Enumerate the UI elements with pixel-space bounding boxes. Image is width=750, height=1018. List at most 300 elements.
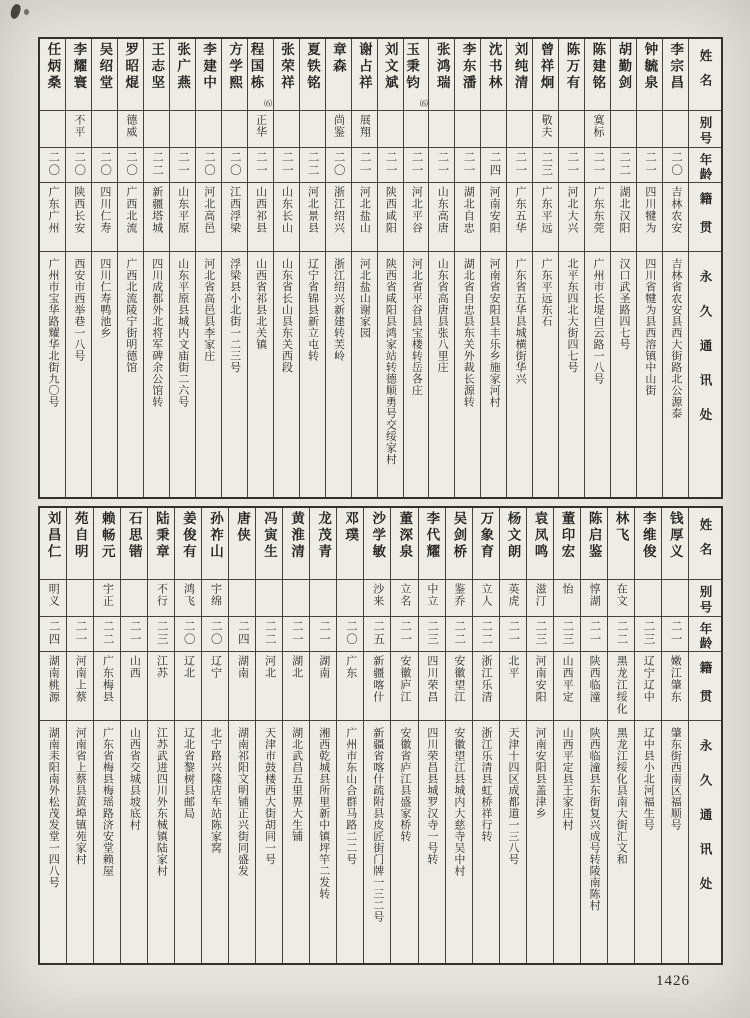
person-name-cell	[364, 508, 390, 580]
person-native-place: 安徽庐江	[398, 655, 411, 703]
header-column	[688, 508, 721, 963]
person-native-place: 江苏	[155, 655, 168, 679]
person-native-place: 山西平定	[561, 655, 574, 703]
person-alias-cell	[352, 111, 377, 148]
person-native-cell	[170, 183, 195, 252]
person-native-place: 湖北	[290, 655, 303, 679]
person-alias: 滋汀	[534, 583, 547, 607]
person-address: 浙江绍兴新建转芙岭	[332, 258, 345, 362]
person-address-cell	[635, 721, 661, 963]
person-native-place: 广东平远	[540, 186, 553, 234]
person-alias-cell	[202, 580, 228, 617]
person-address-cell	[500, 721, 526, 963]
person-alias: 寞标	[591, 114, 604, 138]
person-age-cell	[581, 617, 607, 652]
person-name: 任炳桑	[45, 42, 61, 92]
person-age-cell	[196, 148, 221, 183]
person-native-place: 四川犍为	[643, 186, 656, 234]
person-address-cell	[229, 721, 255, 963]
person-name-cell	[256, 508, 282, 580]
person-name-cell	[581, 508, 607, 580]
person-name: 姜俊有	[180, 511, 196, 561]
person-age-cell	[662, 617, 688, 652]
person-name: 李建中	[201, 42, 217, 92]
person-address: 河北盐山谢家园	[358, 258, 371, 339]
person-name-cell	[585, 39, 610, 111]
person-alias: 尚鉴	[332, 114, 345, 138]
person-age: 二〇	[345, 620, 358, 646]
person-address: 湖南祁阳文明铺正兴街同盛发	[236, 727, 249, 877]
person-name: 陈万有	[564, 42, 580, 92]
person-column	[247, 39, 273, 497]
person-alias: 敬夫	[540, 114, 553, 138]
header-alias-label: 别号	[698, 116, 712, 147]
person-age-cell	[663, 148, 688, 183]
person-name: 石思锴	[126, 511, 142, 561]
person-age: 二三	[561, 620, 574, 646]
person-native-cell	[175, 652, 201, 721]
person-name-cell	[611, 39, 636, 111]
person-native-place: 吉林农安	[669, 186, 682, 234]
person-address: 广西北流陵宁街明德馆	[124, 258, 137, 373]
person-column	[201, 508, 228, 963]
person-address-cell	[274, 252, 299, 497]
person-age-cell	[283, 617, 309, 652]
person-address: 四川荣昌县城罗汉寺一号转	[425, 727, 438, 865]
person-age: 二一	[399, 620, 412, 646]
person-column	[325, 39, 351, 497]
scan-smudge	[9, 3, 21, 20]
person-age: 二四	[236, 620, 249, 646]
person-address: 天津十四区成都道一三八号	[507, 727, 520, 865]
person-age-cell	[378, 148, 403, 183]
person-age: 二一	[280, 151, 293, 177]
person-column	[120, 508, 147, 963]
person-column	[636, 39, 662, 497]
person-age: 二〇	[99, 151, 112, 177]
person-age-cell	[455, 148, 480, 183]
person-column	[65, 39, 91, 497]
person-column	[299, 39, 325, 497]
person-native-cell	[196, 183, 221, 252]
person-footnote-mark: ⑹	[263, 99, 273, 107]
person-name-cell	[148, 508, 174, 580]
person-native-cell	[256, 652, 282, 721]
person-native-cell	[229, 652, 255, 721]
person-age: 二一	[384, 151, 397, 177]
person-native-place: 广东梅县	[101, 655, 114, 703]
person-name-cell	[378, 39, 403, 111]
person-native-place: 河北大兴	[566, 186, 579, 234]
person-age: 二二	[306, 151, 319, 177]
person-name: 孙祚山	[207, 511, 223, 561]
person-age: 二一	[254, 151, 267, 177]
person-age-cell	[419, 617, 445, 652]
directory-table-bottom	[38, 506, 723, 965]
person-address: 浙江乐清县虹桥祥行转	[479, 727, 492, 842]
person-native-cell	[662, 652, 688, 721]
person-address-cell	[559, 252, 584, 497]
person-name: 曾祥炯	[538, 42, 554, 92]
person-name: 张广燕	[175, 42, 191, 92]
person-alias-cell	[222, 111, 247, 148]
header-cell-age	[689, 617, 721, 652]
person-age-cell	[337, 617, 363, 652]
person-address-cell	[222, 252, 247, 497]
person-name: 玉秉钧	[404, 42, 420, 92]
person-age-cell	[326, 148, 351, 183]
person-age: 二四	[488, 151, 501, 177]
person-column	[634, 508, 661, 963]
person-age: 二〇	[125, 151, 138, 177]
person-age: 二三	[534, 620, 547, 646]
person-name-cell	[196, 39, 221, 111]
person-name: 程国栋	[248, 42, 264, 92]
person-name-cell	[326, 39, 351, 111]
person-address-cell	[40, 721, 66, 963]
person-age: 二一	[462, 151, 475, 177]
person-native-place: 河北平谷	[410, 186, 423, 234]
person-name-cell	[637, 39, 662, 111]
person-column	[428, 39, 454, 497]
directory-table-top	[38, 37, 723, 499]
person-address-cell	[662, 721, 688, 963]
person-native-place: 河南安阳	[488, 186, 501, 234]
person-column	[363, 508, 390, 963]
person-address: 辽北省黎树县邮局	[182, 727, 195, 819]
person-alias-cell	[500, 580, 526, 617]
person-native-cell	[283, 652, 309, 721]
person-alias-cell	[121, 580, 147, 617]
person-native-place: 陕西临潼	[588, 655, 601, 703]
person-native-cell	[635, 652, 661, 721]
person-column	[558, 39, 584, 497]
person-address: 四川仁寿鸭池乡	[98, 258, 111, 339]
person-column	[377, 39, 403, 497]
person-alias-cell	[446, 580, 472, 617]
person-alias-cell	[391, 580, 417, 617]
person-alias: 展翔	[358, 114, 371, 138]
person-name: 杨文朗	[505, 511, 521, 561]
person-name-cell	[635, 508, 661, 580]
person-name: 龙茂青	[316, 511, 332, 561]
person-name-cell	[222, 39, 247, 111]
person-address: 河南安阳县盖津乡	[534, 727, 547, 819]
person-name: 罗昭焜	[123, 42, 139, 92]
person-name: 陈建铭	[590, 42, 606, 92]
person-column	[309, 508, 336, 963]
person-column	[526, 508, 553, 963]
person-age-cell	[559, 148, 584, 183]
person-address-cell	[429, 252, 454, 497]
person-native-cell	[585, 183, 610, 252]
person-age: 二三	[155, 620, 168, 646]
person-alias-cell	[429, 111, 454, 148]
person-address: 湖北省自忠县东关外裁长源转	[462, 258, 475, 408]
person-native-cell	[507, 183, 532, 252]
person-name-cell	[121, 508, 147, 580]
person-name-cell	[94, 508, 120, 580]
person-column	[93, 508, 120, 963]
header-cell-age	[689, 148, 721, 183]
person-native-place: 四川仁寿	[98, 186, 111, 234]
person-alias: 在文	[615, 583, 628, 607]
person-address: 山东省高唐县张八里庄	[436, 258, 449, 373]
person-column	[506, 39, 532, 497]
person-alias: 宇绵	[209, 583, 222, 607]
person-age-cell	[446, 617, 472, 652]
person-alias-cell	[554, 580, 580, 617]
person-column	[273, 39, 299, 497]
person-alias: 立名	[398, 583, 411, 607]
person-name-cell	[352, 39, 377, 111]
person-address: 北宁路兴隆店车站陈家窝	[209, 727, 222, 854]
person-alias: 正华	[254, 114, 267, 138]
person-native-place: 湖南桃源	[47, 655, 60, 703]
person-native-place: 广西北流	[124, 186, 137, 234]
person-age: 二二	[101, 620, 114, 646]
person-native-cell	[533, 183, 558, 252]
person-address-cell	[148, 721, 174, 963]
person-name-cell	[473, 508, 499, 580]
person-address-cell	[364, 721, 390, 963]
person-age: 二一	[566, 151, 579, 177]
person-address-cell	[352, 252, 377, 497]
person-age-cell	[473, 617, 499, 652]
person-alias-cell	[533, 111, 558, 148]
person-native-cell	[352, 183, 377, 252]
person-native-place: 山东高唐	[436, 186, 449, 234]
person-name-cell	[500, 508, 526, 580]
person-column	[195, 39, 221, 497]
person-name-cell	[559, 39, 584, 111]
person-address-cell	[455, 252, 480, 497]
person-column	[117, 39, 143, 497]
person-native-cell	[608, 652, 634, 721]
person-age: 二〇	[47, 151, 60, 177]
person-alias-cell	[611, 111, 636, 148]
person-age-cell	[94, 617, 120, 652]
person-native-cell	[419, 652, 445, 721]
person-column	[255, 508, 282, 963]
person-alias-cell	[94, 580, 120, 617]
person-address-cell	[611, 252, 636, 497]
person-alias-cell	[300, 111, 325, 148]
person-native-cell	[274, 183, 299, 252]
person-native-place: 河北景县	[306, 186, 319, 234]
person-name-cell	[144, 39, 169, 111]
person-alias-cell	[404, 111, 429, 148]
person-native-place: 新疆塔城	[150, 186, 163, 234]
person-name-cell	[170, 39, 195, 111]
person-address-cell	[66, 252, 91, 497]
person-address-cell	[337, 721, 363, 963]
person-age-cell	[310, 617, 336, 652]
person-native-cell	[455, 183, 480, 252]
person-name: 吴剑桥	[451, 511, 467, 561]
person-native-place: 河南上蔡	[74, 655, 87, 703]
person-age-cell	[404, 148, 429, 183]
person-column	[580, 508, 607, 963]
person-name: 赖畅元	[99, 511, 115, 561]
person-column	[147, 508, 174, 963]
person-alias-cell	[67, 580, 93, 617]
person-column	[351, 39, 377, 497]
person-name: 林飞	[613, 511, 629, 544]
person-native-place: 河北	[263, 655, 276, 679]
person-name-cell	[527, 508, 553, 580]
person-native-place: 山西	[128, 655, 141, 679]
person-name: 黄淮清	[289, 511, 305, 561]
person-address-cell	[481, 252, 506, 497]
person-alias-cell	[507, 111, 532, 148]
person-native-cell	[118, 183, 143, 252]
person-alias-cell	[337, 580, 363, 617]
person-alias-cell	[608, 580, 634, 617]
person-alias-cell	[274, 111, 299, 148]
person-address: 山东省长山县东关西段	[280, 258, 293, 373]
person-address-cell	[419, 721, 445, 963]
person-age-cell	[637, 148, 662, 183]
person-native-cell	[40, 183, 65, 252]
person-native-cell	[66, 183, 91, 252]
person-address-cell	[473, 721, 499, 963]
person-name-cell	[663, 39, 688, 111]
person-name: 王志坚	[149, 42, 165, 92]
person-address: 四川成都外北将军碑余公馆转	[150, 258, 163, 408]
person-age-cell	[364, 617, 390, 652]
person-alias-cell	[175, 580, 201, 617]
header-cell-native	[689, 652, 721, 721]
person-name: 唐侠	[234, 511, 250, 544]
person-address-cell	[67, 721, 93, 963]
person-address-cell	[118, 252, 143, 497]
person-native-place: 广东五华	[514, 186, 527, 234]
person-age-cell	[429, 148, 454, 183]
person-address: 安徽望江县城内大慈寺吴中村	[452, 727, 465, 877]
person-name: 刘文斌	[382, 42, 398, 92]
person-name-cell	[446, 508, 472, 580]
header-address-label: 永久通讯处	[698, 270, 712, 443]
person-age: 二二	[453, 620, 466, 646]
person-column	[174, 508, 201, 963]
person-address-cell	[507, 252, 532, 497]
person-name: 董印宏	[559, 511, 575, 561]
person-address-cell	[326, 252, 351, 497]
person-name-cell	[118, 39, 143, 111]
person-name-cell	[40, 39, 65, 111]
person-age-cell	[148, 617, 174, 652]
person-alias-cell	[196, 111, 221, 148]
person-age: 二一	[128, 620, 141, 646]
person-age: 二一	[514, 151, 527, 177]
person-address: 肇东街西南区福顺号	[669, 727, 682, 831]
person-age-cell	[144, 148, 169, 183]
person-age: 二二	[151, 151, 164, 177]
header-alias-label: 别号	[698, 585, 712, 616]
person-native-cell	[378, 183, 403, 252]
person-name: 苑自明	[72, 511, 88, 561]
person-age: 二一	[177, 151, 190, 177]
person-age-cell	[175, 617, 201, 652]
person-column	[610, 39, 636, 497]
person-age: 二一	[410, 151, 423, 177]
person-address: 广州市东山合群马路二二号	[344, 727, 357, 865]
person-name: 钱厚义	[667, 511, 683, 561]
person-address-cell	[40, 252, 65, 497]
person-age: 二三	[642, 620, 655, 646]
person-column	[480, 39, 506, 497]
person-alias: 立人	[479, 583, 492, 607]
person-column	[553, 508, 580, 963]
person-address: 辽中县小北河福生号	[642, 727, 655, 831]
header-name-label: 姓名	[698, 518, 712, 567]
person-alias-cell	[455, 111, 480, 148]
person-alias-cell	[229, 580, 255, 617]
person-address-cell	[404, 252, 429, 497]
person-native-place: 安徽望江	[452, 655, 465, 703]
person-age: 二〇	[202, 151, 215, 177]
person-native-cell	[144, 183, 169, 252]
person-address: 山西省祁县北关镇	[254, 258, 267, 350]
person-address: 陕西临潼县东街复兴成号转陵南陈村	[588, 727, 601, 911]
person-native-cell	[481, 183, 506, 252]
person-native-place: 河北盐山	[358, 186, 371, 234]
person-age-cell	[274, 148, 299, 183]
page-number: 1426	[656, 973, 690, 989]
person-native-cell	[222, 183, 247, 252]
person-age-cell	[500, 617, 526, 652]
person-alias-cell	[40, 580, 66, 617]
person-name: 吴绍堂	[97, 42, 113, 92]
person-name: 邓璞	[343, 511, 359, 544]
person-native-place: 浙江绍兴	[332, 186, 345, 234]
person-name-cell	[229, 508, 255, 580]
person-native-cell	[554, 652, 580, 721]
person-address: 广东省五华县城横街华兴	[514, 258, 527, 385]
person-alias-cell	[473, 580, 499, 617]
person-alias-cell	[40, 111, 65, 148]
person-native-place: 江西浮梁	[228, 186, 241, 234]
person-native-cell	[473, 652, 499, 721]
person-address-cell	[196, 252, 221, 497]
person-native-place: 北平	[507, 655, 520, 679]
person-native-cell	[148, 652, 174, 721]
person-address-cell	[637, 252, 662, 497]
person-age: 二一	[592, 151, 605, 177]
person-age: 二〇	[209, 620, 222, 646]
header-cell-native	[689, 183, 721, 252]
person-address: 山西省交城县坡底村	[128, 727, 141, 831]
person-column	[169, 39, 195, 497]
header-cell-name	[689, 508, 721, 580]
person-native-place: 四川荣昌	[425, 655, 438, 703]
person-age-cell	[170, 148, 195, 183]
person-alias-cell	[283, 580, 309, 617]
person-age: 二〇	[332, 151, 345, 177]
person-age: 二〇	[670, 151, 683, 177]
person-age-cell	[635, 617, 661, 652]
person-alias-cell	[326, 111, 351, 148]
person-address-cell	[527, 721, 553, 963]
person-name-cell	[481, 39, 506, 111]
person-alias-cell	[378, 111, 403, 148]
person-native-cell	[500, 652, 526, 721]
person-address-cell	[94, 721, 120, 963]
person-native-cell	[67, 652, 93, 721]
person-address: 安徽省庐江县盛家桥转	[398, 727, 411, 842]
person-age: 二〇	[73, 151, 86, 177]
